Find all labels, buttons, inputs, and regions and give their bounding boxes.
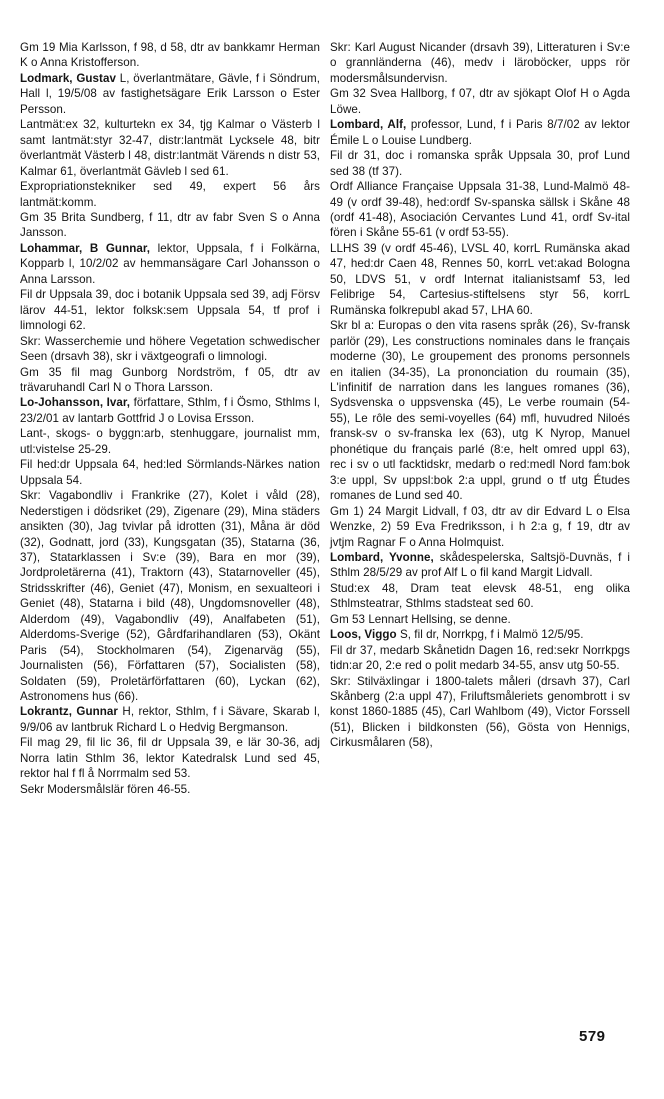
biography-paragraph: [20, 117, 320, 179]
entry-text: Lantmät:ex 32, kulturtekn ex 34, tjg Kalmar o Västerb l samt lantmät:styr 32-47, distr:lantmät Lycksele 48, bitr överlantmät Västerb l 48, distr:lantmät Värends n distr 53, Kalmar 61, överlantmät Gävleb l sed 61.: [20, 118, 320, 178]
biography-paragraph: [20, 210, 320, 241]
entry-text: Expropriationstekniker sed 49, expert 56 års lantmät:komm.: [20, 180, 320, 209]
entry-text: L, överlantmätare, Gävle, f i Söndrum, Hall l, 19/5/08 av fastighetsägare Erik Larsson o Ester Persson.: [20, 71, 320, 116]
biography-paragraph: [330, 241, 630, 318]
right-column: [330, 40, 630, 751]
page-number: 579: [579, 1028, 606, 1045]
biography-paragraph: [330, 86, 630, 117]
biography-paragraph: [330, 40, 630, 86]
entry-text: Fil dr 31, doc i romanska språk Uppsala 30, prof Lund sed 38 (tf 37).: [330, 149, 630, 178]
biography-paragraph: [20, 334, 320, 365]
entry-text: lektor, Uppsala, f i Folkärna, Kopparb l, 10/2/02 av hemmansägare Carl Johansson o Anna Larsson.: [20, 241, 321, 286]
person-name: Lohammar, B Gunnar,: [20, 241, 151, 255]
entry-text: Gm 35 Brita Sundberg, f 11, dtr av fabr Sven S o Anna Jansson.: [20, 210, 320, 240]
biography-paragraph: [20, 426, 320, 457]
biography-entry-heading: [20, 241, 320, 287]
biography-entry-heading: [20, 704, 320, 735]
biography-paragraph: [330, 643, 630, 674]
biography-paragraph: [20, 488, 320, 704]
biography-paragraph: [20, 365, 320, 396]
entry-text: S, fil dr, Norrkpg, f i Malmö 12/5/95.: [399, 628, 584, 642]
biography-paragraph: [20, 782, 320, 797]
person-name: Lombard, Alf,: [330, 118, 407, 132]
entry-text: Fil hed:dr Uppsala 64, hed:led Sörmlands-Närkes nation Uppsala 54.: [20, 458, 320, 487]
entry-text: författare, Sthlm, f i Ösmo, Sthlms l, 23/2/01 av lantarb Gottfrid J o Lovisa Ersson.: [20, 396, 321, 425]
entry-text: Stud:ex 48, Dram teat elevsk 48-51, eng olika Sthlmsteatrar, Sthlms stadsteat sed 60.: [330, 581, 630, 611]
biography-entry-heading: [330, 550, 630, 581]
entry-text: Gm 53 Lennart Hellsing, se denne.: [330, 612, 511, 626]
biography-paragraph: [330, 581, 630, 612]
biography-entry-heading: [330, 117, 630, 148]
biography-paragraph: [330, 674, 630, 751]
entry-text: Skr: Vagabondliv i Frankrike (27), Kolet i våld (28), Nederstigen i dödsriket (29), Zigenare (29), Mina städers ansikten (30), Jag tvivlar på idrotten (31), Måna är död (32), Godnatt, jord (33), Kungsgatan (35), Statarna (36, 37), Statarklassen i Sv:e (39), Bara en mor (39), Jordproletärerna (41), Traktorn (43), Statarnoveller (45), Stridsskrifter (46), Geniet (47), Monism, en sexualteori i Geniet (48), Statarna i bild (48), Ungdomsnoveller (48), Alderdom (49), Vagabondliv (49), Analfabeten (51), Alderdoms-Sverige (52), Gårdfarihandlaren (53), Okänt Paris (54), Stockholmaren (54), Zigenarväg (55), Journalisten (56), Författaren (57), Socialisten (58), Soldaten (59), Proletärförfattaren (60), Lyckan (62), Astronomens hus (66).: [20, 489, 320, 704]
biography-paragraph: [20, 457, 320, 488]
entry-text: Ordf Alliance Française Uppsala 31-38, Lund-Malmö 48-49 (v ordf 39-48), hed:ordf Sv-spanska sällsk i Skåne 48 (ordf 41-48), Asociación Cervantes Lund 41, ordf Sv-ital fören i Skåne 55-61 (v ordf 53-55).: [330, 180, 630, 240]
biography-paragraph: [20, 287, 320, 333]
biography-paragraph: [330, 179, 630, 241]
biography-entry-heading: [20, 71, 320, 117]
person-name: Loos, Viggo: [330, 628, 397, 642]
entry-text: skådespelerska, Saltsjö-Duvnäs, f i Sthlm 28/5/29 av prof Alf L o fil kand Margit Lidvall.: [330, 550, 630, 580]
biography-paragraph: [330, 318, 630, 503]
entry-text: LLHS 39 (v ordf 45-46), LVSL 40, korrL Rumänska akad 47, hed:dr Caen 48, Rennes 50, korrL vet:akad Bologna 50, LDVS 51, v ordf Internat italianistsamf 53, led Felibrige 54, Cartesius-stiftelsens styr 56, korrL Rumänska folkrepubl akad 57, LHA 60.: [330, 241, 630, 317]
entry-text: Fil dr 37, medarb Skånetidn Dagen 16, red:sekr Norrkpgs tidn:ar 20, 2:e red o polit medarb 34-55, ansv utg 50-55.: [330, 643, 630, 673]
person-name: Lodmark, Gustav: [20, 71, 116, 85]
entry-text: Lant-, skogs- o byggn:arb, stenhuggare, journalist mm, utl:vistelse 25-29.: [20, 427, 320, 456]
biography-paragraph: [330, 612, 630, 627]
biography-paragraph: [330, 504, 630, 550]
entry-text: Gm 19 Mia Karlsson, f 98, d 58, dtr av bankkamr Herman K o Anna Kristofferson.: [20, 41, 320, 70]
entry-text: Skr: Stilväxlingar i 1800-talets måleri (drsavh 37), Carl Skånberg (2:a uppl 47), Friluftsmåleriets genombrott i sv konst 1860-1885 (45), Carl Wahlbom (49), Victor Forssell (51), Blicken i bildkonsten (56), Gösta von Hennigs, Cirkusmålaren (58),: [330, 674, 630, 750]
entry-text: Skr: Wasserchemie und höhere Vegetation schwedischer Seen (drsavh 38), skr i växtgeografi o limnologi.: [20, 334, 320, 364]
person-name: Lo-Johansson, Ivar,: [20, 396, 131, 410]
entry-text: Gm 1) 24 Margit Lidvall, f 03, dtr av dir Edvard L o Elsa Wenzke, 2) 59 Eva Fredriksson, i h 2:a g, f 19, dtr av jvtjm Ragnar F o Anna Holmquist.: [330, 504, 630, 549]
person-name: Lokrantz, Gunnar: [20, 705, 118, 719]
entry-text: Gm 32 Svea Hallborg, f 07, dtr av sjökapt Olof H o Agda Löwe.: [330, 87, 630, 116]
biography-paragraph: [20, 40, 320, 71]
entry-text: H, rektor, Sthlm, f i Sävare, Skarab l, 9/9/06 av lantbruk Richard L o Hedvig Bergmanson.: [20, 705, 320, 734]
entry-text: Skr: Karl August Nicander (drsavh 39), Litteraturen i Sv:e o grannländerna (46), medv i läroböcker, upps rör modersmålsundervisn.: [330, 41, 630, 85]
entry-text: Skr bl a: Europas o den vita rasens språk (26), Sv-fransk parlör (29), Les constructions nominales dans le français moderne (30), Le groupement des pronoms personnels en italien (34-35), La prononciation du roumain (35), L'infinitif de narration dans les langues romanes (36), Sydsvenska o uppsvenska (45), Le verbe roumain (54-55), Le rôle des semi-voyelles (64) mfl, huvudred Niloés fransk-sv o sv-franska lex (63), utg K Nyrop, Manuel phonétique du français parlé (8:e, helt omred uppl 63), rec i sv o utl facktidskr, medarb o red:medl Nord fam:bok 3:e uppl, Sv uppsl:bok 2:a uppl, grund o tf utg Études romanes de Lund sed 40.: [330, 319, 630, 503]
left-column: [20, 40, 320, 797]
entry-text: professor, Lund, f i Paris 8/7/02 av lektor Émile L o Louise Lundberg.: [330, 118, 630, 147]
biography-paragraph: [20, 179, 320, 210]
entry-text: Fil dr Uppsala 39, doc i botanik Uppsala sed 39, adj Försv lärov 44-51, lektor folksk:sem Uppsala 54, tf prof i limnologi 62.: [20, 288, 320, 333]
biography-entry-heading: [330, 627, 630, 642]
entry-text: Sekr Modersmålslär fören 46-55.: [20, 782, 191, 796]
entry-text: Fil mag 29, fil lic 36, fil dr Uppsala 39, e lär 30-36, adj Norra latin Sthlm 36, lektor Katedralsk Lund sed 45, rektor hal f fl å Norrmalm sed 53.: [20, 736, 320, 781]
entry-text: Gm 35 fil mag Gunborg Nordström, f 05, dtr av trävaruhandl Carl N o Thora Larsson.: [20, 365, 320, 394]
person-name: Lombard, Yvonne,: [330, 550, 434, 564]
biography-paragraph: [330, 148, 630, 179]
biography-entry-heading: [20, 395, 320, 426]
biography-paragraph: [20, 735, 320, 781]
